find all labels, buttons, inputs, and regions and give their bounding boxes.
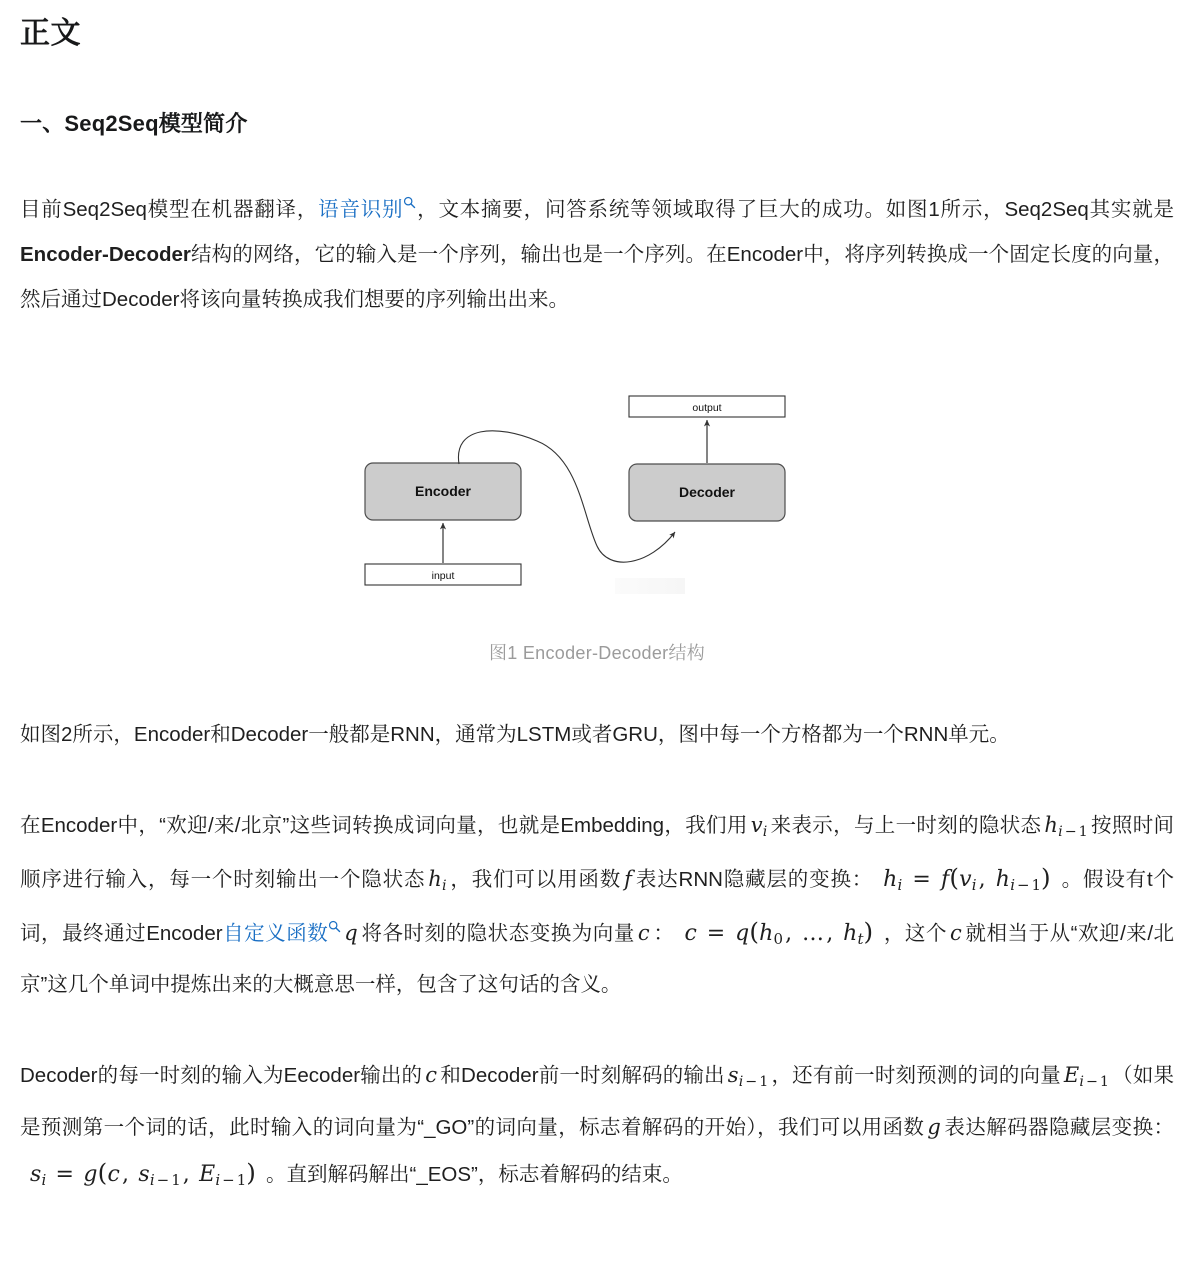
- search-icon: [403, 196, 416, 209]
- paragraph-rnn-note: 如图2所示，Encoder和Decoder一般都是RNN，通常为LSTM或者GRU，图中每一个方格都为一个RNN单元。: [20, 723, 1010, 747]
- math-c-3: c: [425, 1063, 438, 1088]
- page-title: 正文: [20, 17, 81, 50]
- p4-seg4: （如果是预测第一个词的话，此时输入的词向量为“_GO”的词向量，标志着解码的开始），我们可以用函数: [20, 1064, 1175, 1140]
- link-custom-function[interactable]: [223, 922, 342, 945]
- p3-seg8: ：: [652, 922, 675, 946]
- math-equation-h-i: $h_i = f(v_i$, $h_{i - 1}$): [883, 863, 1051, 895]
- math-s-i-minus-1: $s_{i - 1}$: [727, 1063, 769, 1091]
- node-input: [365, 564, 521, 585]
- p1-text-seg3: 结构的网络，它的输入是一个序列，输出也是一个序列。在Encoder中，将序列转换成一个固定长度的向量，然后通过Decoder将该向量转换成我们想要的序列输出出来。: [20, 243, 1174, 312]
- encoder-decoder-svg: [357, 386, 837, 606]
- p3-seg3: 按照时间顺序进行输入，每一个时刻输出一个隐状态: [20, 814, 1175, 892]
- node-output: [629, 396, 785, 417]
- math-equation-c: $c = q(h_0$, …, $h_t$): [684, 917, 874, 949]
- math-g: g: [927, 1115, 941, 1140]
- p3-seg2: 来表示，与上一时刻的隐状态: [770, 814, 1042, 838]
- p3-seg7: 将各时刻的隐状态变换为向量: [360, 922, 635, 946]
- link-speech-recognition[interactable]: [318, 198, 416, 221]
- p1-text-seg2: ，文本摘要，问答系统等领域取得了巨大的成功。如图1所示，Seq2Seq其实就是: [416, 198, 1174, 222]
- link-speech-recognition-label: 语音识别: [318, 198, 404, 222]
- paragraph-intro: [20, 187, 1174, 322]
- p3-seg10: 就相当于从“欢迎/来/北京”这几个单词中提炼出来的大概意思一样，包含了这句话的含义。: [20, 922, 1175, 997]
- math-h-i-minus-1: $h_{i - 1}$: [1044, 813, 1088, 841]
- node-decoder-label: Decoder: [678, 484, 736, 501]
- math-v-i: $v_i$: [750, 813, 768, 841]
- paragraph-encoder-math: [20, 803, 1174, 1007]
- diagram-container: [20, 368, 1174, 625]
- p4-seg5: 表达解码器隐藏层变换：: [944, 1116, 1174, 1140]
- watermark-smudge: [615, 578, 685, 594]
- section-heading-seq2seq: 一、Seq2Seq模型简介: [20, 110, 248, 136]
- node-input-label: input: [431, 570, 455, 583]
- search-icon: [328, 920, 341, 933]
- p1-bold-encoder-decoder: Encoder-Decoder: [20, 243, 191, 267]
- paragraph-decoder-math: [20, 1053, 1174, 1203]
- p4-seg3: ，还有前一时刻预测的词的向量: [771, 1064, 1061, 1088]
- node-output-label: output: [692, 402, 722, 415]
- p3-seg1: 在Encoder中，“欢迎/来/北京”这些词转换成词向量，也就是Embedding，我们用: [20, 814, 748, 838]
- p3-seg6: 。假设有t个词，最终通过Encoder: [20, 868, 1175, 946]
- node-decoder: [629, 464, 785, 521]
- encoder-decoder-diagram: [357, 386, 837, 611]
- p4-seg2: 和Decoder前一时刻解码的输出: [440, 1064, 725, 1088]
- p4-seg6: 。直到解码解出“_EOS”，标志着解码的结束。: [266, 1163, 683, 1187]
- math-h-i: $h_i$: [428, 867, 447, 895]
- figure-caption: 图1 Encoder-Decoder结构: [488, 643, 706, 664]
- link-custom-function-label: 自定义函数: [222, 922, 329, 946]
- figure-encoder-decoder: [20, 368, 1174, 668]
- p3-seg9: ，这个: [883, 922, 947, 946]
- math-equation-s-i: $s_i = g(c$, $s_{i - 1}$, $E_{i - 1}$): [30, 1158, 257, 1190]
- p3-seg4: ，我们可以用函数: [449, 868, 622, 892]
- math-c-1: c: [637, 921, 650, 946]
- math-c-2: c: [949, 921, 962, 946]
- math-f: f: [624, 867, 633, 892]
- node-encoder-label: Encoder: [414, 483, 472, 500]
- p3-seg5: 表达RNN隐藏层的变换：: [635, 868, 874, 892]
- p1-text-seg1: 目前Seq2Seq模型在机器翻译，: [20, 198, 319, 222]
- p4-seg1: Decoder的每一时刻的输入为Eecoder输出的: [20, 1064, 423, 1088]
- math-q: q: [344, 921, 358, 946]
- math-E-i-minus-1: $E_{i - 1}$: [1063, 1063, 1109, 1091]
- node-encoder: [365, 463, 521, 520]
